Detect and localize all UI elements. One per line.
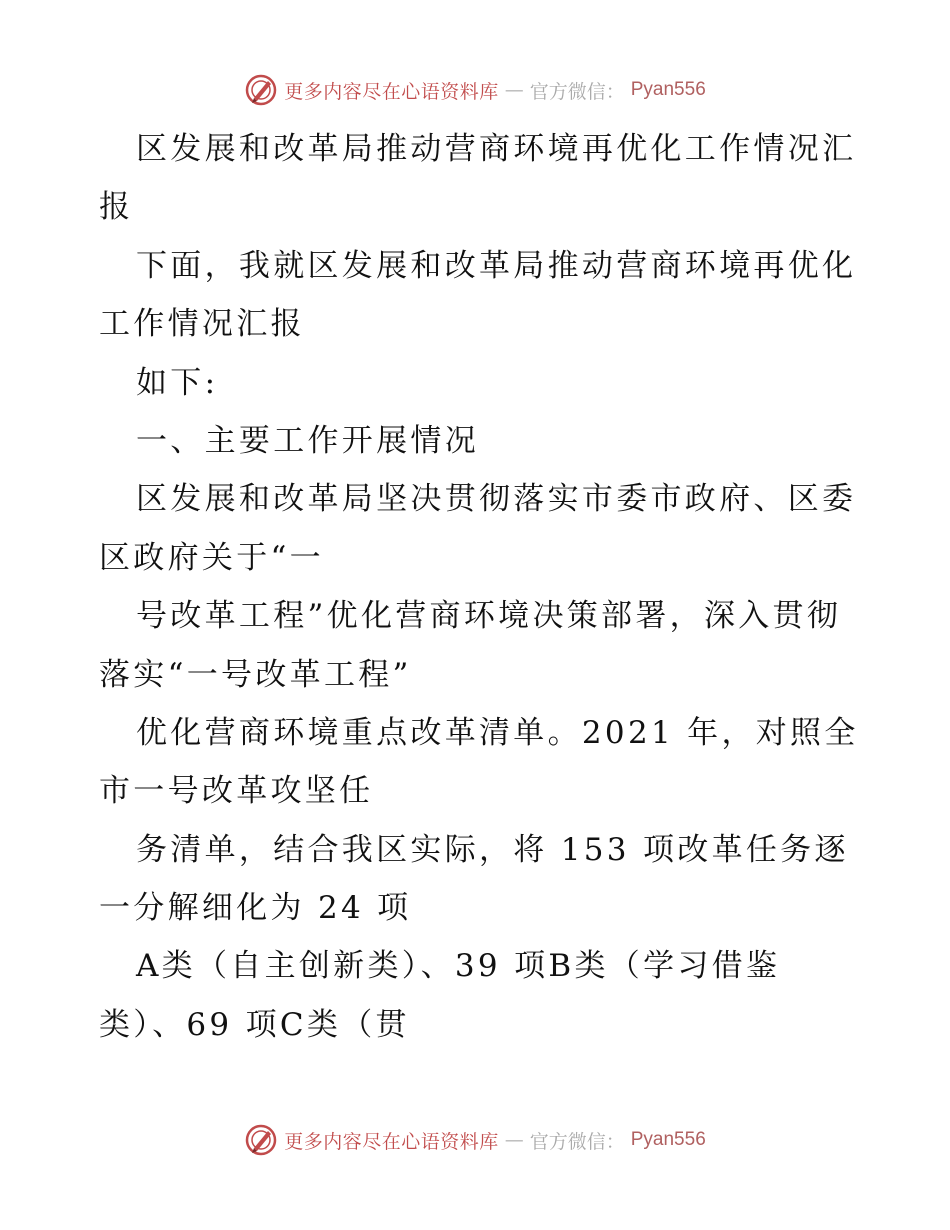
document-line: 优化营商环境重点改革清单。2021 年，对照全 (136, 714, 859, 751)
watermark-contact-id: Pyan556 (630, 1129, 706, 1150)
document-line: 务清单，结合我区实际，将 153 项改革任务逐 (136, 831, 849, 868)
watermark-contact-label: 官方微信： (529, 80, 625, 103)
watermark-title: 更多内容尽在心语资料库 (284, 1130, 499, 1153)
document-line: 下面，我就区发展和改革局推动营商环境再优化 (136, 247, 857, 284)
document-line: 落实“一号改革工程” (99, 656, 412, 693)
document-line: 报 (99, 189, 134, 226)
document-line: A类（自主创新类）、39 项B类（学习借鉴 (136, 948, 781, 985)
document-line: 工作情况汇报 (99, 306, 305, 343)
document-line: 区政府关于“一 (99, 539, 324, 576)
document-line: 一分解细化为 24 项 (99, 890, 412, 927)
section-heading: 一、主要工作开展情况 (136, 422, 479, 459)
watermark-contact-label: 官方微信： (529, 1130, 625, 1153)
watermark-title: 更多内容尽在心语资料库 (284, 80, 499, 103)
header-watermark (0, 70, 950, 110)
document-line: 如下: (136, 364, 219, 401)
document-line: 区发展和改革局推动营商环境再优化工作情况汇 (136, 131, 857, 167)
document-line: 市一号改革攻坚任 (99, 773, 374, 810)
quill-pen-logo-icon (244, 1123, 278, 1157)
document-line: 区发展和改革局坚决贯彻落实市委市政府、区委 (136, 481, 857, 518)
document-line: 号改革工程”优化营商环境决策部署，深入贯彻 (136, 598, 842, 635)
document-line: 类）、69 项C类（贯 (99, 1006, 410, 1043)
quill-pen-logo-icon (244, 73, 278, 107)
watermark-separator: — (504, 1129, 524, 1151)
footer-watermark (0, 1120, 950, 1160)
watermark-contact-id: Pyan556 (630, 79, 706, 100)
watermark-separator: — (504, 79, 524, 101)
document-body (99, 120, 859, 1054)
